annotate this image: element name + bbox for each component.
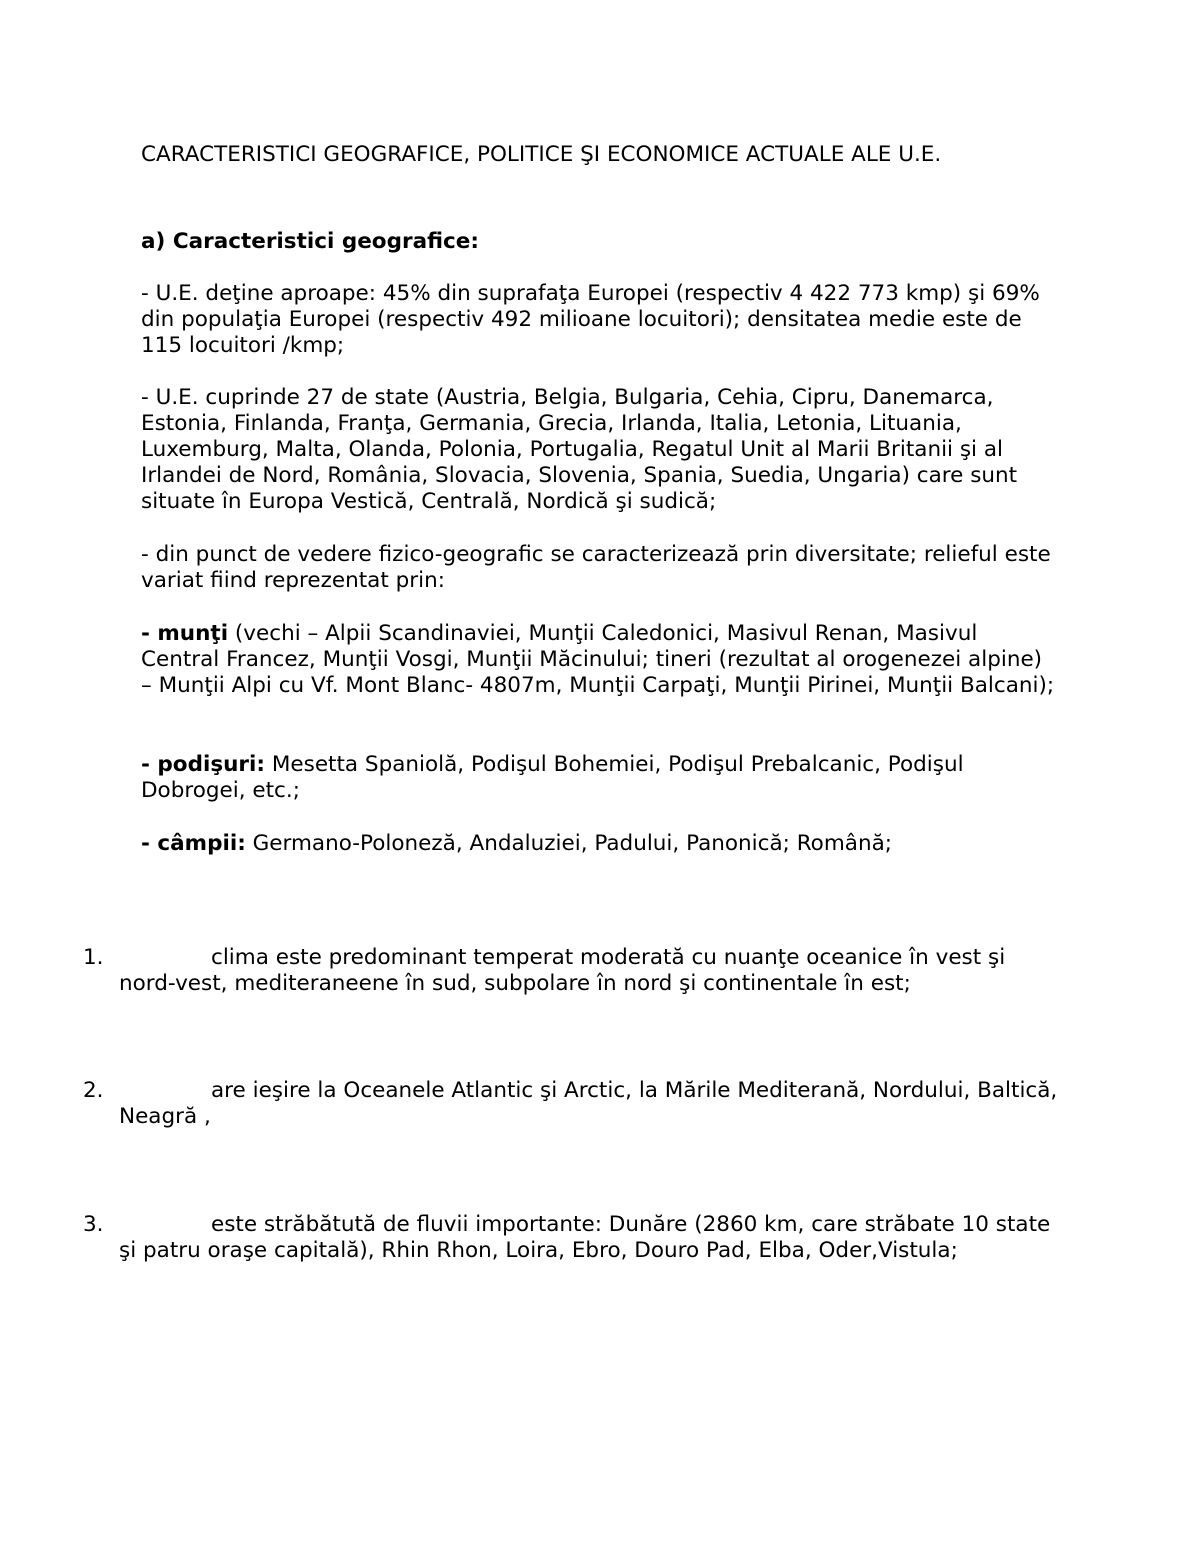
mountains-label: - munţi xyxy=(141,621,229,646)
plains-text: Germano-Poloneză, Andaluziei, Padului, Panonică; Română; xyxy=(245,831,892,856)
paragraph-surface-population: - U.E. deţine aproape: 45% din suprafaţa Europei (respectiv 4 422 773 kmp) şi 69% din populaţia Europei (respectiv 492 milioane locuitori); densitatea medie este de 115 locuitori /kmp; xyxy=(141,281,1040,358)
paragraph-mountains xyxy=(141,621,1056,699)
list-item-text: clima este predominant temperat moderată cu nuanţe oceanice în vest şi nord-vest, mediteraneene în sud, subpolare în nord şi continentale în est; xyxy=(119,945,1006,996)
section-heading xyxy=(141,229,1056,255)
list-item-number: 3. xyxy=(83,1212,104,1237)
plains-label: - câmpii: xyxy=(141,831,246,856)
paragraph-plains xyxy=(141,831,1056,857)
list-item-text: are ieşire la Oceanele Atlantic şi Arctic, la Mările Mediterană, Nordului, Baltică, Neagră , xyxy=(119,1078,1058,1129)
document-title: CARACTERISTICI GEOGRAFICE, POLITICE ŞI ECONOMICE ACTUALE ALE U.E. xyxy=(141,142,942,167)
list-item xyxy=(83,1212,1059,1264)
paragraph-plateaus xyxy=(141,752,1056,804)
plateaus-label: - podişuri: xyxy=(141,752,266,777)
list-item xyxy=(83,945,1059,997)
list-item-number: 1. xyxy=(83,945,104,970)
mountains-text: (vechi – Alpii Scandinaviei, Munţii Caledonici, Masivul Renan, Masivul Central Francez, Munţii Vosgi, Munţii Măcinului; tineri (rezultat al orogenezei alpine) – Munţii Alpi cu Vf. Mont Blanc- 4807m, Munţii Carpaţi, Munţii Pirinei, Munţii Balcani); xyxy=(141,621,1055,698)
section-heading-text: a) Caracteristici geografice: xyxy=(141,229,479,254)
list-item-text: este străbătută de fluvii importante: Dunăre (2860 km, care străbate 10 state şi patru oraşe capitală), Rhin Rhon, Loira, Ebro, Douro Pad, Elba, Oder,Vistula; xyxy=(119,1212,1051,1263)
list-item xyxy=(83,1078,1059,1130)
paragraph-member-states: - U.E. cuprinde 27 de state (Austria, Belgia, Bulgaria, Cehia, Cipru, Danemarca, Estonia, Finlanda, Franţa, Germania, Grecia, Irlanda, Italia, Letonia, Lituania, Luxemburg, Malta, Olanda, Polonia, Portugalia, Regatul Unit al Marii Britanii şi al Irlandei de Nord, România, Slovacia, Slovenia, Spania, Suedia, Ungaria) care sunt situate în Europa Vestică, Centrală, Nordică şi sudică; xyxy=(141,385,1018,514)
paragraph-relief-intro: - din punct de vedere fizico-geografic se caracterizează prin diversitate; relieful este variat fiind reprezentat prin: xyxy=(141,542,1051,593)
list-item-number: 2. xyxy=(83,1078,104,1103)
plateaus-text: Mesetta Spaniolă, Podişul Bohemiei, Podişul Prebalcanic, Podişul Dobrogei, etc.; xyxy=(141,752,964,803)
